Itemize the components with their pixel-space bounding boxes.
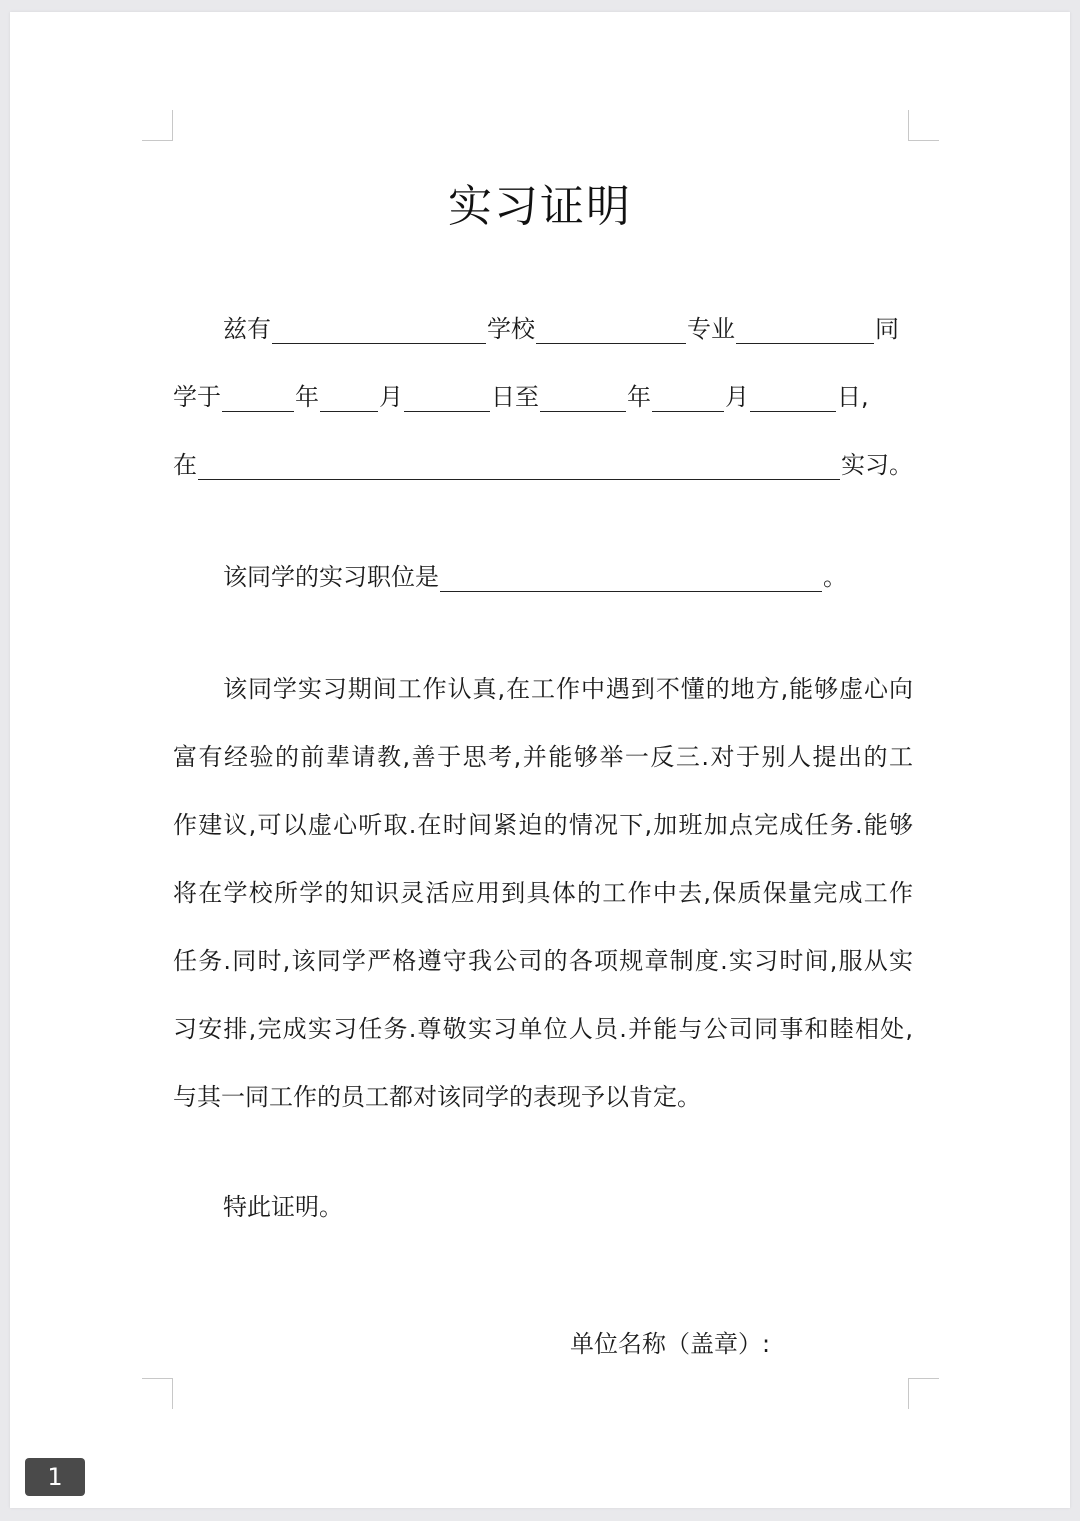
text-year-2: 年 [627, 383, 651, 411]
school-blank[interactable] [272, 321, 486, 344]
text-school: 学校 [487, 315, 535, 343]
end-year-blank[interactable] [540, 389, 626, 412]
paragraph-row: 习安排,完成实习任务.尊敬实习单位人员.并能与公司同事和睦相处, [173, 1015, 913, 1043]
paragraph-row: 该同学实习期间工作认真,在工作中遇到不懂的地方,能够虚心向 [223, 675, 913, 703]
paragraph-row: 将在学校所学的知识灵活应用到具体的工作中去,保质保量完成工作 [173, 879, 913, 907]
text-month-1: 月 [379, 383, 403, 411]
end-month-blank[interactable] [652, 389, 724, 412]
text-internship: 实习。 [841, 451, 913, 479]
page-number-badge[interactable]: 1 [25, 1458, 85, 1496]
text-zai: 在 [173, 451, 197, 479]
intro-line-1 [173, 314, 913, 344]
crop-mark-bottom-left [142, 1378, 173, 1409]
text-xueyu: 学于 [173, 383, 221, 411]
position-blank[interactable] [440, 569, 822, 592]
text-tong: 同 [875, 315, 899, 343]
text-period: 。 [823, 563, 847, 591]
crop-mark-top-right [908, 110, 939, 141]
closing-text: 特此证明。 [223, 1193, 343, 1221]
text-month-2: 月 [725, 383, 749, 411]
student-name-blank[interactable] [736, 321, 874, 344]
paragraph-row: 作建议,可以虚心听取.在时间紧迫的情况下,加班加点完成任务.能够 [173, 811, 913, 839]
text-day-end: 日, [837, 383, 869, 411]
text-major: 专业 [687, 315, 735, 343]
start-month-blank[interactable] [320, 389, 378, 412]
start-day-blank[interactable] [404, 389, 490, 412]
text-position-label: 该同学的实习职位是 [223, 563, 439, 591]
text-day-to: 日至 [491, 383, 539, 411]
evaluation-paragraph [173, 674, 913, 1150]
start-year-blank[interactable] [222, 389, 294, 412]
paragraph-row: 与其一同工作的员工都对该同学的表现予以肯定。 [173, 1083, 701, 1111]
paragraph-row: 任务.同时,该同学严格遵守我公司的各项规章制度.实习时间,服从实 [173, 947, 913, 975]
intro-line-2 [173, 382, 913, 412]
text-year-1: 年 [295, 383, 319, 411]
closing-line [173, 1192, 913, 1222]
position-line [173, 562, 913, 592]
crop-mark-bottom-right [908, 1378, 939, 1409]
crop-mark-top-left [142, 110, 173, 141]
intro-line-3 [173, 450, 913, 480]
text-ziyou: 兹有 [223, 315, 271, 343]
document-title: 实习证明 [448, 181, 632, 232]
document-page [10, 12, 1070, 1508]
major-blank[interactable] [536, 321, 686, 344]
end-day-blank[interactable] [750, 389, 836, 412]
paragraph-row: 富有经验的前辈请教,善于思考,并能够举一反三.对于别人提出的工 [173, 743, 913, 771]
company-blank[interactable] [198, 457, 840, 480]
signature-label: 单位名称（盖章）: [570, 1330, 771, 1358]
